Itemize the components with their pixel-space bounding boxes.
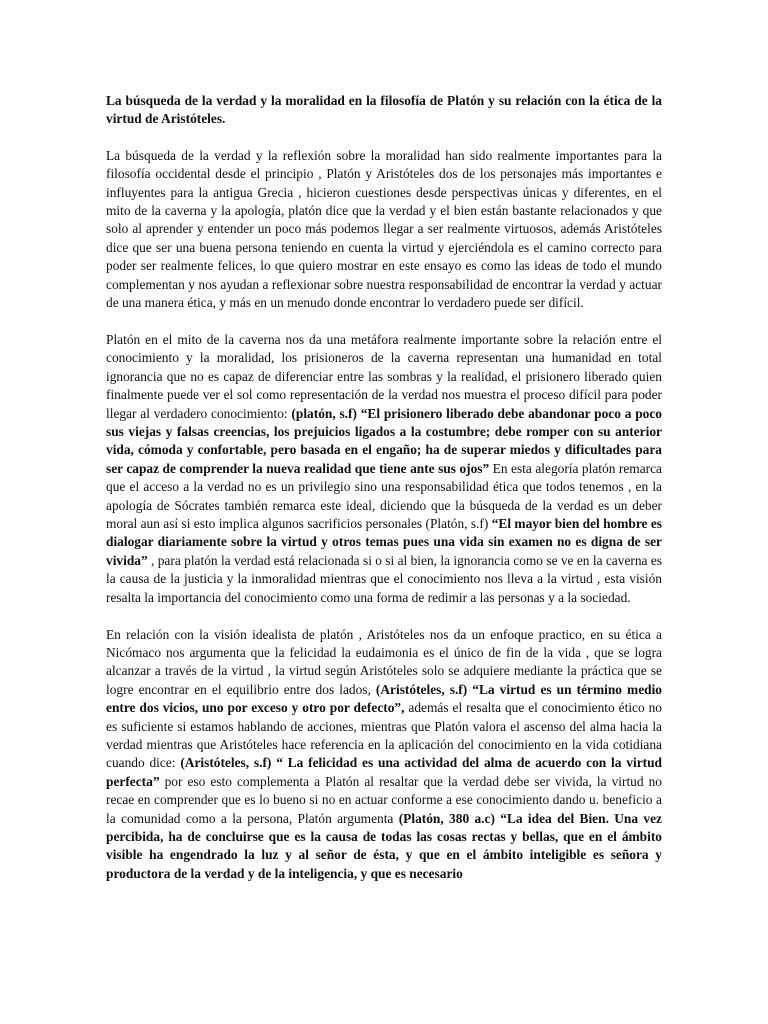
document-body (106, 92, 662, 902)
quote-cave: (platón, s.f) “El prisionero liberado debe abandonar poco a poco sus viejas y falsas creencias, los prejuicios ligados a la costumbre; debe romper con su anterior vida, cómoda y confortable, pero basada en el engaño; ha de superar miedos y dificultades para ser capaz de comprender la nueva realidad que tiene ante sus ojos” (106, 405, 662, 476)
paragraph-text: Platón en el mito de la caverna nos da una metáfora realmente importante sobre la relación entre el conocimiento y la moralidad, los prisioneros de la caverna representan una humanidad en total ignorancia que no es capaz de diferenciar entre las sombras y la realidad, el prisionero liberado quien finalmente puede ver el sol como representación de la verdad nos muestra el proceso difícil para poder llegar al verdadero conocimiento: (106, 331, 662, 421)
paragraph-plato-cave (106, 331, 662, 607)
paragraph-text: por eso esto complementa a Platón al resaltar que la verdad debe ser vivida, la virtud no recae en comprender que es lo bueno si no en actuar conforme a ese conocimiento dando u. beneficio a la comunidad como a la persona, Platón argumenta (106, 773, 662, 826)
paragraph-intro: La búsqueda de la verdad y la reflexión sobre la moralidad han sido realmente importantes para la filosofía occidental desde el principio , Platón y Aristóteles dos de los personajes más importantes e influyentes para la antigua Grecia , hicieron cuestiones desde perspectivas únicas y diferentes, en el mito de la caverna y la apología, platón dice que la verdad y el bien están bastante relacionados y que solo al aprender y entender un poco más podemos llegar a ser realmente virtuosos, además Aristóteles dice que ser una buena persona teniendo en cuenta la virtud y ejerciéndola es el camino correcto para poder ser realmente felices, lo que quiero mostrar en este ensayo es como las ideas de todo el mundo complementan y nos ayudan a reflexionar sobre nuestra responsabilidad de encontrar la verdad y actuar de una manera ética, y más en un menudo donde encontrar lo verdadero puede ser difícil. (106, 147, 662, 311)
paragraph-aristotle (106, 626, 662, 884)
quote-happiness: (Aristóteles, s.f) “ La felicidad es una actividad del alma de acuerdo con la virtud perfecta” (106, 755, 662, 789)
paragraph-text: además el resalta que el conocimiento ético no es suficiente si estamos hablando de acciones, mientras que Platón valora el ascenso del alma hacia la verdad mientras que Aristóteles hace referencia en la aplicación del conocimiento en la vida cotidiana cuando dice: (106, 700, 663, 771)
quote-apology: “El mayor bien del hombre es dialogar diariamente sobre la virtud y otros temas pues una vida sin examen no es digna de ser vivida” (106, 516, 662, 568)
quote-virtue: (Aristóteles, s.f) “La virtud es un término medio entre dos vicios, uno por exceso y otro por defecto”, (106, 681, 662, 716)
paragraph-text: , para platón la verdad está relacionada si o si al bien, la ignorancia como se ve en la caverna es la causa de la justicia y la inmoralidad mientras que el conocimiento nos lleva a la virtud , esta visión resalta la importancia del conocimiento como una forma de redimir a las personas y a la sociedad. (106, 552, 662, 605)
quote-idea-of-good: (Platón, 380 a.c) “La idea del Bien. Una vez percibida, ha de concluirse que es la causa de todas las cosas rectas y bellas, que en el ámbito visible ha engendrado la luz y al señor de ésta, y que en el ámbito inteligible es señora y productora de la verdad y de la inteligencia, y que es necesario (106, 810, 662, 881)
document-title: La búsqueda de la verdad y la moralidad en la filosofía de Platón y su relación con la ética de la virtud de Aristóteles. (106, 93, 662, 127)
paragraph-text: En esta alegoría platón remarca que el acceso a la verdad no es un privilegio sino una responsabilidad ética que todos tenemos , en la apología de Sócrates también remarca este ideal, diciendo que la búsqueda de la verdad es un deber moral aun así si esto implica algunos sacrificios personales (Platón, s.f) (106, 460, 662, 532)
paragraph-text: En relación con la visión idealista de platón , Aristóteles nos da un enfoque practico, en su ética a Nicómaco nos argumenta que la felicidad la eudaimonia es el único de fin de la vida , que se logra alcanzar a través de la virtud , la virtud según Aristóteles solo se adquiere mediante la práctica que se logre encontrar en el equilibrio entre dos lados, (106, 626, 662, 697)
